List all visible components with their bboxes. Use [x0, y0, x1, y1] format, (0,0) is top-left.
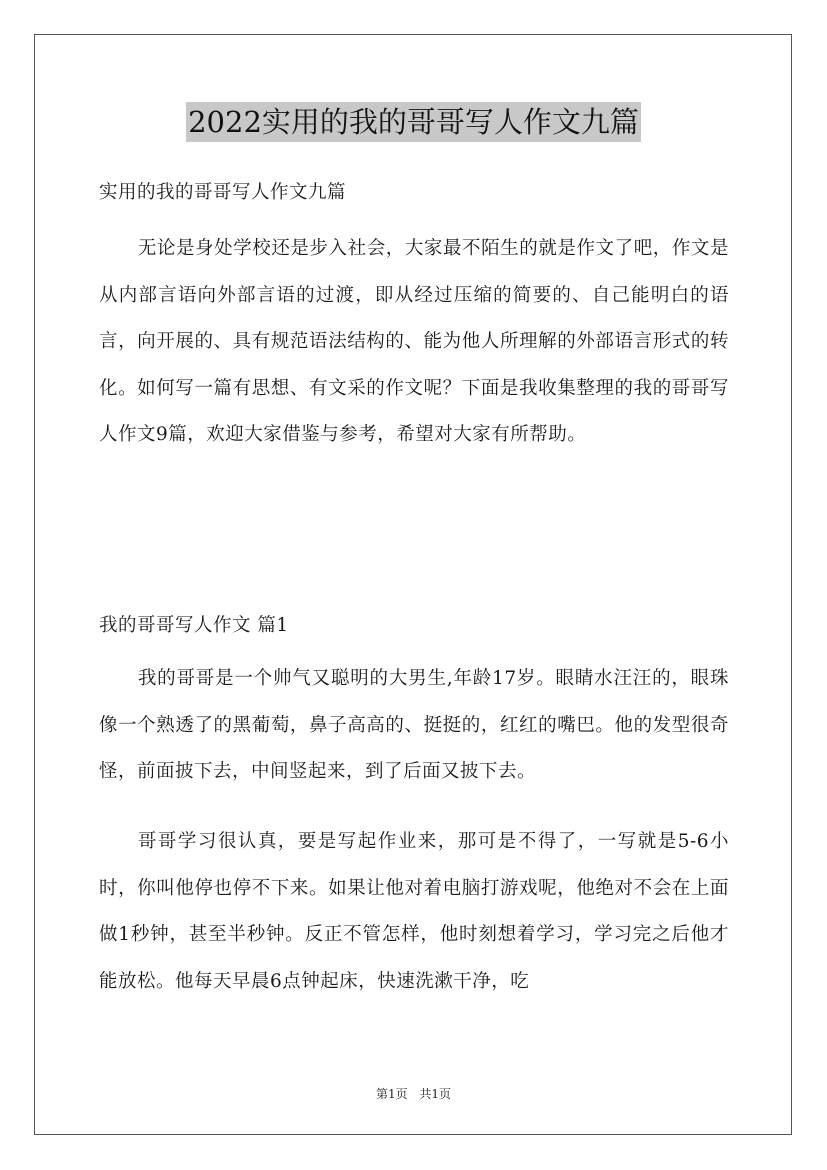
section-paragraph: 我的哥哥是一个帅气又聪明的大男生,年龄17岁。眼睛水汪汪的，眼珠像一个熟透了的黑葡萄，鼻子高高的、挺挺的，红红的嘴巴。他的发型很奇怪，前面披下去，中间竖起来，到了后面又披下去。	[99, 668, 729, 782]
section-paragraph: 哥哥学习很认真，要是写起作业来，那可是不得了，一写就是5-6小时，你叫他停也停不下来。如果让他对着电脑打游戏呢，他绝对不会在上面做1秒钟，甚至半秒钟。反正不管怎样，他时刻想着学习，学习完之后他才能放松。他每天早晨6点钟起床，快速洗漱干净，吃	[99, 831, 729, 992]
section-heading: 我的哥哥写人作文 篇1	[99, 615, 289, 636]
document-title	[0, 102, 827, 142]
page-footer	[0, 1085, 827, 1102]
intro-paragraph: 无论是身处学校还是步入社会，大家最不陌生的就是作文了吧，作文是从内部言语向外部言语的过渡，即从经过压缩的简要的、自己能明白的语言，向开展的、具有规范语法结构的、能为他人所理解的外部语言形式的转化。如何写一篇有思想、有文采的作文呢？下面是我收集整理的我的哥哥写人作文9篇，欢迎大家借鉴与参考，希望对大家有所帮助。	[99, 238, 729, 445]
document-title-text: 2022实用的我的哥哥写人作文九篇	[186, 102, 641, 142]
page-total: 共1页	[419, 1087, 452, 1101]
page-number: 第1页	[375, 1087, 408, 1101]
document-subtitle: 实用的我的哥哥写人作文九篇	[99, 182, 347, 203]
